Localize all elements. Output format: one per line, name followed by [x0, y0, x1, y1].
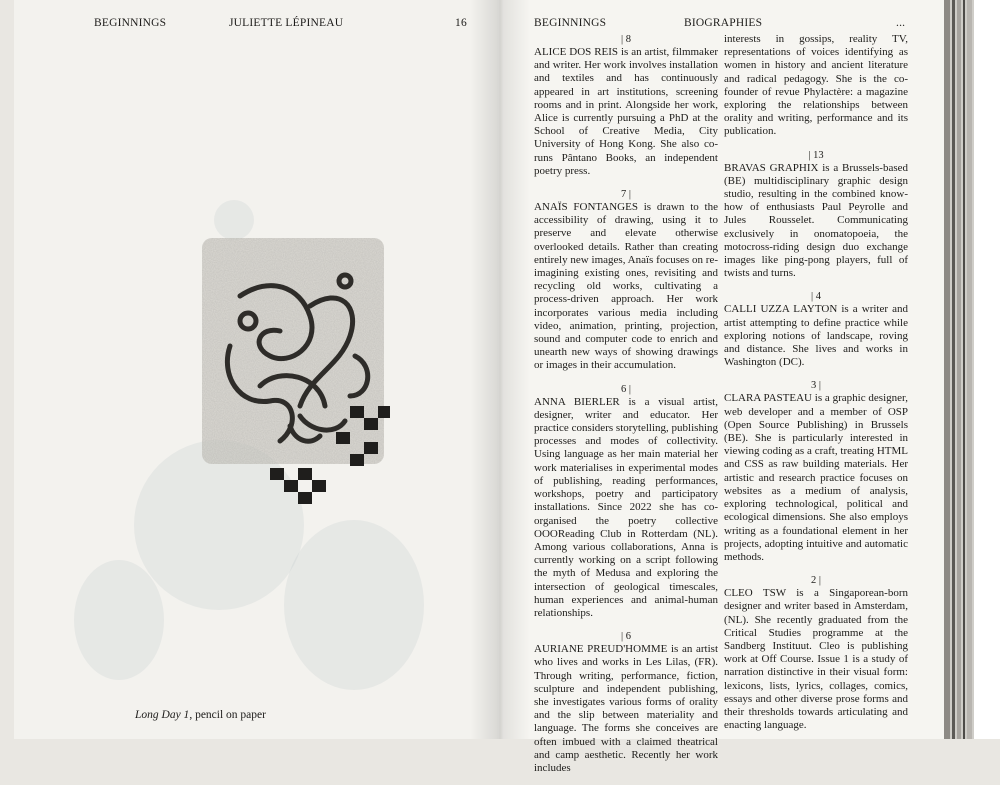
continued-marker: ...: [896, 17, 906, 29]
caption-title: Long Day 1: [135, 709, 190, 721]
biography-text: CLEO TSW is a Singaporean-born designer and writer based in Amsterdam, (NL). She recently graduated from the Critical Studies programme at the Sandberg Instituut. Cleo is publishing work at Off Course. Issue 1 is a study of narration distinctive in their visual form: lexicons, lists, lyrics, collages, comics, essays and other diverse prose forms and their thresholds towards articulating and enacting language.: [724, 587, 908, 732]
biography-entry: [724, 33, 908, 139]
pencil-drawing: [200, 236, 396, 508]
biography-text: CALLI UZZA LAYTON is a writer and artist attempting to define practice while exploring notions of landscape, roving and distance. She lives and works in Washington (DC).: [724, 303, 908, 369]
biography-entry: [724, 149, 908, 281]
biography-entry: [534, 383, 718, 620]
author-header: JULIETTE LÉPINEAU: [229, 17, 344, 29]
entry-number: | 6: [621, 631, 631, 643]
page-number: 16: [455, 17, 467, 29]
biography-column-1: [534, 33, 718, 785]
biography-entry: [724, 290, 908, 369]
page-edges: [944, 0, 1000, 739]
caption-medium: , pencil on paper: [189, 709, 266, 721]
right-page: [498, 0, 944, 774]
biography-entry: [724, 379, 908, 564]
biography-entry: [534, 188, 718, 373]
biography-column-2: [724, 33, 908, 742]
biography-entry: [534, 630, 718, 775]
entry-number: | 4: [811, 291, 821, 303]
biography-text: ANAÏS FONTANGES is drawn to the accessibility of drawing, using it to preserve and elevate otherwise overlooked details. Rather than creating entirely new images, Anaïs focuses on re-imagining existing ones, revisiting and recycling old works, cultivating a process-driven approach. Her work incorporates various media including video, animation, printing, projection, sound and computer code to enrich and unearth new ways of showing drawings or images in their accumulation.: [534, 201, 718, 372]
ghost-blob: [214, 200, 254, 240]
biography-entry: [534, 33, 718, 178]
biography-entry: [724, 574, 908, 732]
biography-text: AURIANE PREUD'HOMME is an artist who lives and works in Les Lilas, (FR). Through writing, performance, fiction, sculpture and independent publishing, she investigates various forms of orality and the slip between materiality and language. The forms she conceives are often imbued with a claimed theatrical and camp aesthetic. Recently her work includes: [534, 643, 718, 774]
entry-number: 7 |: [621, 189, 631, 201]
entry-number: 6 |: [621, 383, 631, 395]
ghost-blob: [284, 520, 424, 690]
running-header-left: BEGINNINGS: [94, 17, 167, 29]
entry-number: 3 |: [811, 380, 821, 392]
ghost-blob: [74, 560, 164, 680]
section-header: BIOGRAPHIES: [684, 17, 763, 29]
entry-number: 2 |: [811, 575, 821, 587]
biography-text: CLARA PASTEAU is a graphic designer, web developer and a member of OSP (Open Source Publishing) in Brussels (BE). She is particularly interested in viewing coding as a craft, treating HTML and CSS as raw building materials. Her artistic and research practice focuses on websites as a medium of analysis, exploring technological, political and ecological dimensions. She also employs writing as a foundational element in her projects, adopting intuitive and automatic methods.: [724, 392, 908, 563]
biography-text: ALICE DOS REIS is an artist, filmmaker and writer. Her work involves installation and textiles and has continuously appeared in art institutions, screening rooms and in print. Alongside her work, Alice is currently pursuing a PhD at the School of Creative Media, City University of Hong Kong. She also co-runs Pântano Books, an independent poetry press.: [534, 46, 718, 177]
biography-text: ANNA BIERLER is a visual artist, designer, writer and educator. Her practice considers storytelling, publishing processes and modes of collectivity. Using language as her main material her work materialises in experimental modes of publishing, reading performances, workshops, poetry and participatory installations. Since 2022 she has co-organised the poetry collective OOOReading Club in Rotterdam (NL). Among various collaborations, Anna is currently working on a script following the myth of Medusa and exploring the intersection of geological timescales, human experiences and animal-human relationships.: [534, 395, 718, 619]
biography-text: BRAVAS GRAPHIX is a Brussels-based (BE) multidisciplinary graphic design studio, resulting in the combined know-how of enthusiasts Paul Peyrolle and Jules Rousselet. Communicating exclusively in onomatopoeia, the motocross-riding design duo exchange images like ping-pong players, full of twists and turns.: [724, 161, 908, 280]
running-header-right: BEGINNINGS: [534, 17, 607, 29]
entry-number: | 13: [808, 149, 824, 161]
entry-number: | 8: [621, 34, 631, 45]
left-page: [14, 0, 498, 739]
figure-caption: [135, 709, 266, 721]
biography-text: interests in gossips, reality TV, representations of voices identifying as women in history and ancient literature and radical pedagogy. She is the co-founder of revue Phylactère: a magazine exploring the relationships between orality and writing, performance and its publication.: [724, 33, 908, 138]
